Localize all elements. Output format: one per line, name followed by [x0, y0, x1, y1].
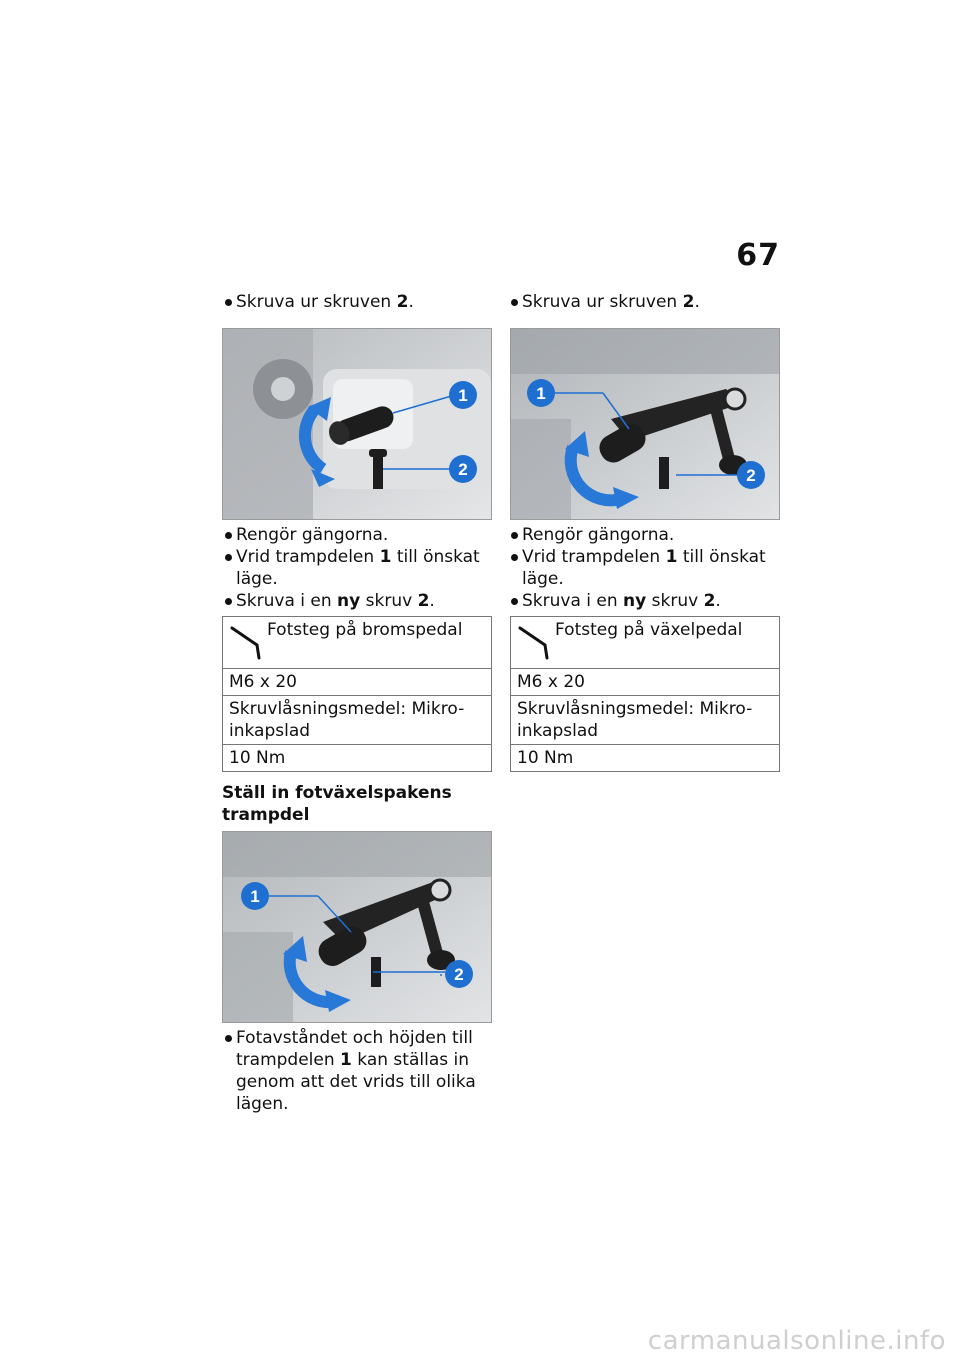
step-adjust-note: Fotavståndet och höjden till trampdelen 1 kan ställas in genom att det vrids till olika lägen. [222, 1027, 494, 1115]
brake-pedal-figure [222, 328, 492, 520]
callout-2: 2 [454, 965, 464, 984]
step-clean-threads: Rengör gängorna. [508, 524, 780, 546]
spec-torque: 10 Nm [511, 744, 779, 771]
callout-2: 2 [746, 466, 756, 485]
brake-torque-spec [222, 616, 492, 772]
callout-1: 1 [250, 887, 260, 906]
step-screw-in-new: Skruva i en ny skruv 2. [508, 590, 780, 612]
step-rotate-footrest: Vrid trampdelen 1 till önskat läge. [222, 546, 494, 590]
spec-title: Fotsteg på bromspedal [267, 620, 463, 640]
shift-pedal-figure [222, 831, 492, 1023]
section-heading: Ställ in fotväxelspakens trampdel [222, 783, 452, 825]
spec-header [511, 617, 779, 668]
spec-title: Fotsteg på växelpedal [555, 620, 743, 640]
step-screw-in-new: Skruva i en ny skruv 2. [222, 590, 494, 612]
torque-wrench-icon [517, 623, 553, 661]
watermark: carmanualsonline.info [647, 1326, 946, 1356]
shift-torque-spec [510, 616, 780, 772]
spec-header [223, 617, 491, 668]
spec-size: M6 x 20 [511, 668, 779, 695]
callout-1: 1 [458, 386, 468, 405]
step-unscrew-shift: Skruva ur skruven 2. [508, 291, 780, 313]
spec-torque: 10 Nm [223, 744, 491, 771]
spec-locking: Skruvlåsningsmedel: Mikro-inkapslad [511, 695, 779, 744]
callout-1: 1 [536, 384, 546, 403]
spec-locking: Skruvlåsningsmedel: Mikro-inkapslad [223, 695, 491, 744]
step-unscrew-brake: Skruva ur skruven 2. [222, 291, 494, 313]
torque-wrench-icon [229, 623, 265, 661]
step-rotate-footrest: Vrid trampdelen 1 till önskat läge. [508, 546, 780, 590]
step-clean-threads: Rengör gängorna. [222, 524, 494, 546]
page-number: 67 [736, 238, 780, 273]
spec-size: M6 x 20 [223, 668, 491, 695]
shift-lever-figure [510, 328, 780, 520]
callout-2: 2 [458, 460, 468, 479]
